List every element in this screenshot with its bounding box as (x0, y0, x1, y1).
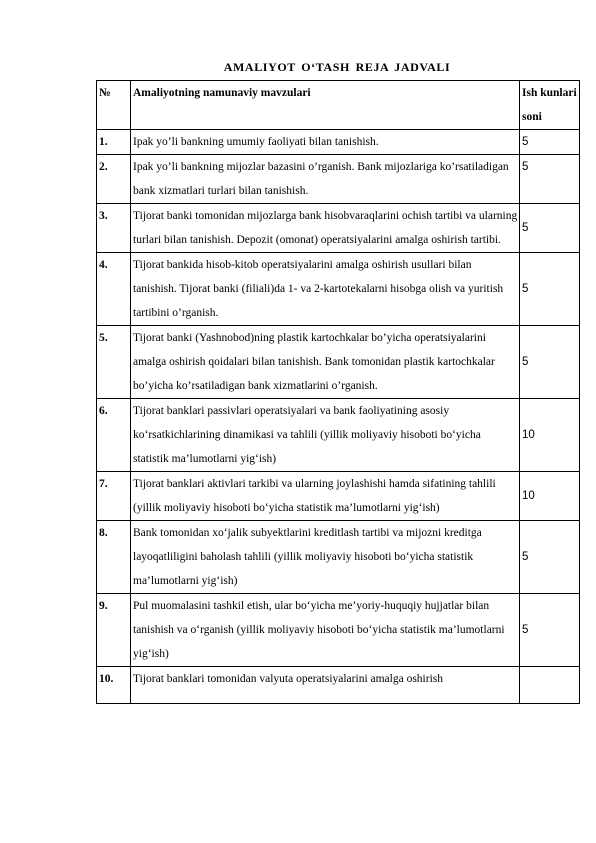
table-row (97, 521, 580, 594)
row-topic: Tijorat banki (Yashnobod)ning plastik kartochkalar bo’yicha operatsiyalarini amalga oshirish qoidalari bilan tanishish. Bank tomonidan plastik kartochkalar bo’yicha ko’rsatiladigan bank xizmatlarini o’rganish. (131, 326, 520, 399)
row-number: 10. (97, 667, 131, 704)
row-days: 5 (520, 204, 580, 253)
row-number: 2. (97, 155, 131, 204)
table-row (97, 472, 580, 521)
row-topic: Tijorat bankida hisob-kitob operatsiyalarini amalga oshirish usullari bilan tanishish. Tijorat banki (filiali)da 1- va 2-kartotekalarni hisobga olish va yuritish tartibini o’rganish. (131, 253, 520, 326)
row-days (520, 667, 580, 704)
header-work-days: Ish kunlari soni (520, 81, 580, 130)
row-number: 6. (97, 399, 131, 472)
row-topic: Pul muomalasini tashkil etish, ular bo‘yicha me’yoriy-huquqiy hujjatlar bilan tanishish va o‘rganish (yillik moliyaviy hisoboti bo‘yicha statistik ma’lumotlarni yig‘ish) (131, 594, 520, 667)
row-number: 5. (97, 326, 131, 399)
row-number: 3. (97, 204, 131, 253)
table-row (97, 253, 580, 326)
header-topics: Amaliyotning namunaviy mavzulari (131, 81, 520, 130)
row-number: 9. (97, 594, 131, 667)
table-row (97, 326, 580, 399)
row-days: 5 (520, 326, 580, 399)
row-days: 5 (520, 253, 580, 326)
row-topic: Bank tomonidan xo‘jalik subyektlarini kreditlash tartibi va mijozni kreditga layoqatliligini baholash tahlili (yillik moliyaviy hisoboti bo‘yicha statistik ma’lumotlarni yig‘ish) (131, 521, 520, 594)
table-header-row (97, 81, 580, 130)
document-title: AMALIYOT O‘TASH REJA JADVALI (223, 60, 451, 74)
row-topic: Ipak yo’li bankning umumiy faoliyati bilan tanishish. (131, 130, 520, 155)
row-number: 7. (97, 472, 131, 521)
row-days: 10 (520, 472, 580, 521)
header-number: № (97, 81, 131, 130)
row-topic: Tijorat banklari tomonidan valyuta operatsiyalarini amalga oshirish (131, 667, 520, 704)
row-days: 5 (520, 155, 580, 204)
table-row (97, 399, 580, 472)
row-days: 5 (520, 521, 580, 594)
table-row (97, 130, 580, 155)
row-topic: Tijorat banklari aktivlari tarkibi va ularning joylashishi hamda sifatining tahlili (yillik moliyaviy hisoboti bo‘yicha statistik ma’lumotlarni yig‘ish) (131, 472, 520, 521)
practice-plan-table (96, 80, 580, 704)
row-days: 10 (520, 399, 580, 472)
table-row (97, 594, 580, 667)
row-days: 5 (520, 130, 580, 155)
row-number: 4. (97, 253, 131, 326)
table-row (97, 667, 580, 704)
row-number: 8. (97, 521, 131, 594)
row-topic: Tijorat banki tomonidan mijozlarga bank hisobvaraqlarini ochish tartibi va ularning turlari bilan tanishish. Depozit (omonat) operatsiyalarini amalga oshirish tartibi. (131, 204, 520, 253)
table-row (97, 204, 580, 253)
row-days: 5 (520, 594, 580, 667)
row-topic: Tijorat banklari passivlari operatsiyalari va bank faoliyatining asosiy ko‘rsatkichlarining dinamikasi va tahlili (yillik moliyaviy hisoboti bo‘yicha statistik ma’lumotlarni yig‘ish) (131, 399, 520, 472)
table-row (97, 155, 580, 204)
row-number: 1. (97, 130, 131, 155)
row-topic: Ipak yo’li bankning mijozlar bazasini o’rganish. Bank mijozlariga ko’rsatiladigan bank xizmatlari turlari bilan tanishish. (131, 155, 520, 204)
